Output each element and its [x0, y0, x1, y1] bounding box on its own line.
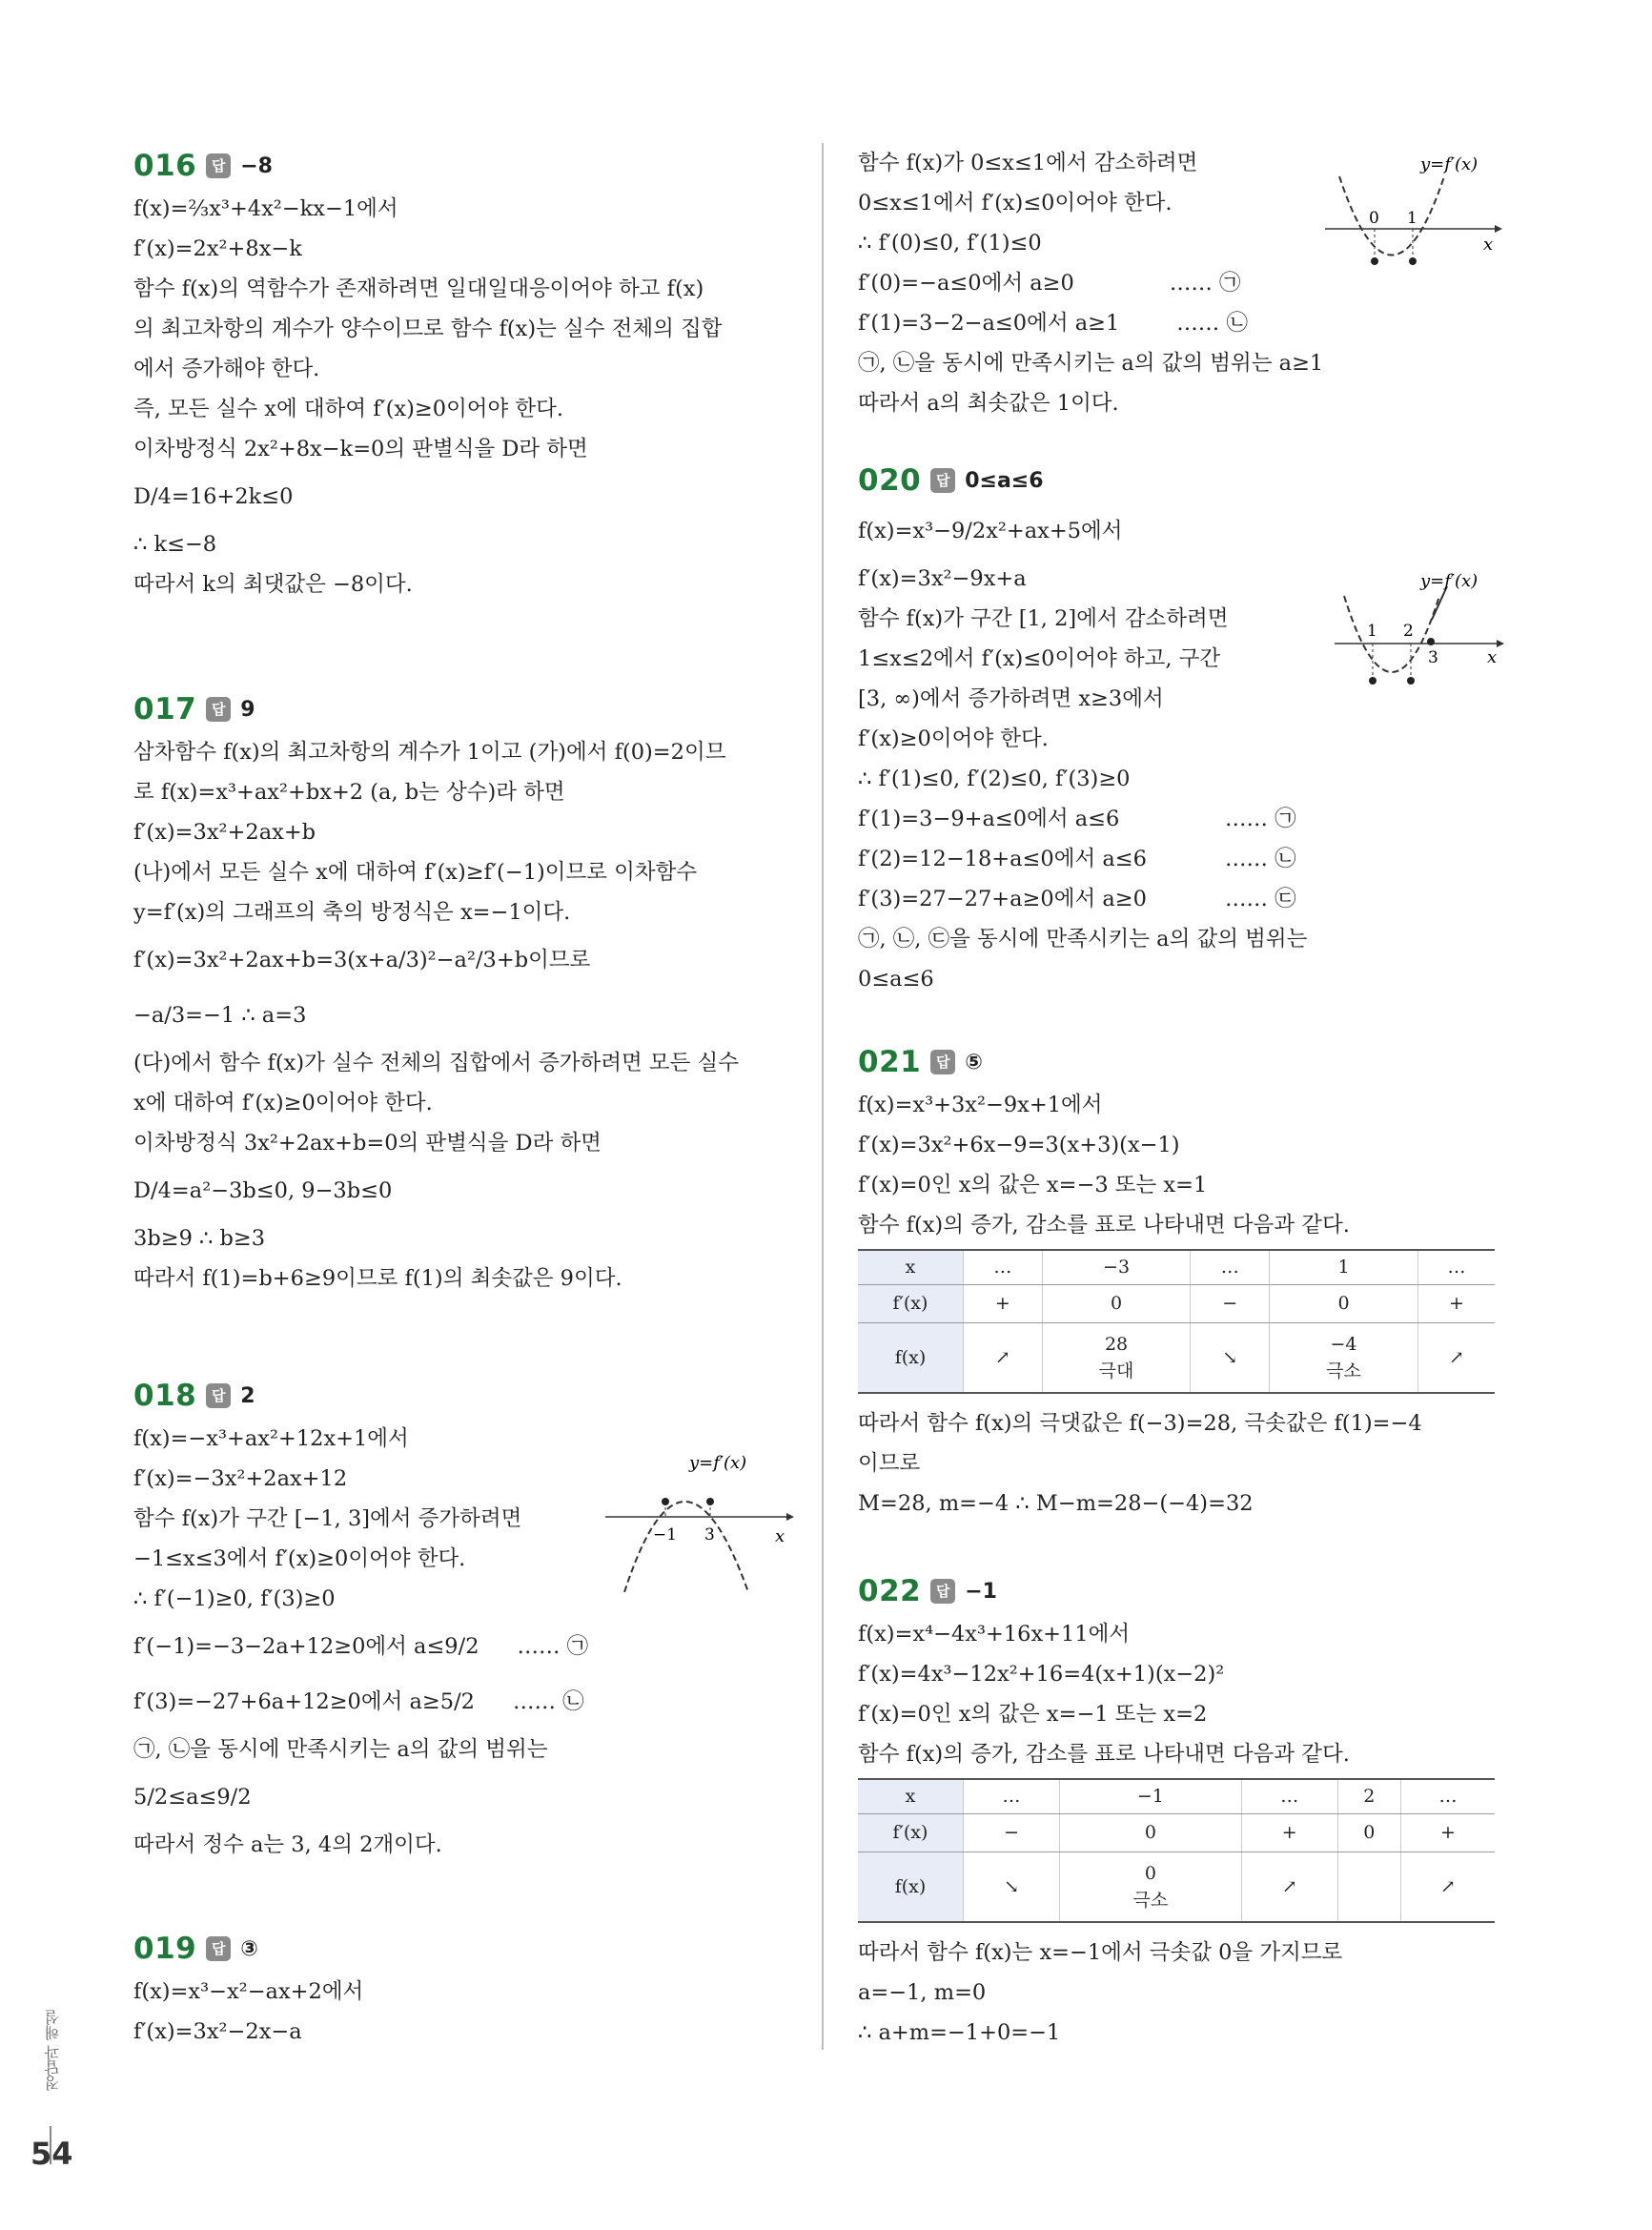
- condition-marker: …… ㉡: [1225, 847, 1296, 871]
- answer-tag: 답: [930, 1050, 955, 1074]
- solution-line: f′(x)=3x²+6x−9=3(x+3)(x−1): [858, 1133, 1180, 1157]
- table-cell: +: [964, 1284, 1043, 1322]
- table-cell: [1042, 1322, 1191, 1393]
- answer-tag: 답: [206, 1383, 231, 1408]
- line-text: f′(1)=3−9+a≤0에서 a≤6: [858, 807, 1120, 831]
- solution-line: f′(x)=3x²−2x−a: [133, 2019, 302, 2044]
- problem-header: [858, 458, 1506, 503]
- solution-line: −a/3=−1 ∴ a=3: [133, 1003, 307, 1028]
- table-cell: 0: [1270, 1284, 1418, 1322]
- line-text: f′(3)=27−27+a≥0에서 a≥0: [858, 887, 1147, 911]
- condition-marker: …… ㉠: [1225, 807, 1296, 831]
- solution-line: 삼차함수 f(x)의 최고차항의 계수가 1이고 (가)에서 f(0)=2이므: [133, 740, 726, 765]
- table-cell: ↗: [1400, 1852, 1495, 1922]
- solution-line: f′(x)=−3x²+2ax+12: [133, 1466, 348, 1491]
- table-header-cell: f′(x): [858, 1813, 964, 1852]
- table-header-cell: x: [858, 1779, 964, 1813]
- problem-header: [133, 143, 791, 189]
- solution-line: 0≤a≤6: [858, 967, 934, 992]
- derivative-graph-020: [1335, 567, 1506, 710]
- line-text: f′(−1)=−3−2a+12≥0에서 a≤9/2: [133, 1634, 479, 1659]
- solution-line: [858, 839, 1506, 879]
- table-cell: 0: [1337, 1813, 1400, 1852]
- solution-line: D/4=a²−3b≤0, 9−3b≤0: [133, 1178, 393, 1203]
- solution-line: f(x)=⅔x³+4x²−kx−1에서: [133, 196, 398, 221]
- solution-line: [133, 1619, 791, 1674]
- table-cell: 0: [1042, 1284, 1191, 1322]
- problem-017: [133, 686, 791, 1299]
- graph-label: y=f′(x): [1420, 571, 1479, 591]
- solution-line: 함수 f(x)의 증가, 감소를 표로 나타내면 다음과 같다.: [858, 1742, 1350, 1767]
- table-cell: [1337, 1852, 1400, 1922]
- table-cell: ↗: [1241, 1852, 1337, 1922]
- table-cell: [1270, 1322, 1418, 1393]
- problem-header: [858, 1568, 1506, 1614]
- solution-line: 따라서 k의 최댓값은 −8이다.: [133, 572, 413, 597]
- table-cell: −: [964, 1813, 1060, 1852]
- problem-020: [858, 458, 1506, 999]
- graph-axis-label: x: [1483, 235, 1494, 255]
- solution-line: f′(x)=0인 x의 값은 x=−3 또는 x=1: [858, 1173, 1208, 1197]
- solution-line: ㉠, ㉡을 동시에 만족시키는 a의 값의 범위는 a≥1: [858, 351, 1324, 376]
- problem-022: [858, 1568, 1506, 2045]
- solution-line: 이차방정식 3x²+2ax+b=0의 판별식을 D라 하면: [133, 1131, 602, 1156]
- table-cell: 0: [1060, 1813, 1242, 1852]
- graph-tick: −1: [653, 1525, 678, 1545]
- table-header-cell: f′(x): [858, 1284, 964, 1322]
- answer-tag: 답: [206, 1936, 231, 1961]
- problem-number: 020: [858, 463, 922, 498]
- problem-number: 022: [858, 1574, 922, 1608]
- conclusion: [858, 1403, 1506, 1524]
- column-divider: [822, 143, 824, 2050]
- answer-tag: 답: [206, 153, 231, 178]
- solution-line: 로 f(x)=x³+ax²+bx+2 (a, b는 상수)라 하면: [133, 780, 565, 805]
- condition-marker: …… ㉠: [1169, 271, 1241, 296]
- answer-value: 0≤a≤6: [965, 468, 1044, 493]
- table-cell: …: [964, 1250, 1043, 1284]
- solution-line: 따라서 f(1)=b+6≥9이므로 f(1)의 최솟값은 9이다.: [133, 1266, 622, 1291]
- graph-tick: 1: [1367, 622, 1377, 641]
- line-text: f′(3)=−27+6a+12≥0에서 a≥5/2: [133, 1689, 475, 1714]
- table-cell: ↗: [1417, 1322, 1495, 1393]
- solution-line: f′(x)≥0이어야 한다.: [858, 726, 1049, 751]
- table-cell: 1: [1270, 1250, 1418, 1284]
- problem-021: [858, 1039, 1506, 1516]
- line-text: f′(0)=−a≤0에서 a≥0: [858, 271, 1074, 296]
- solution-line: 5/2≤a≤9/2: [133, 1785, 252, 1810]
- solution-line: f′(x)=2x²+8x−k: [133, 236, 302, 261]
- solution-line: f′(x)=0인 x의 값은 x=−1 또는 x=2: [858, 1702, 1208, 1727]
- solution-line: D/4=16+2k≤0: [133, 484, 294, 509]
- table-cell: …: [1191, 1250, 1270, 1284]
- solution-line: f′(x)=3x²−9x+a: [858, 566, 1027, 591]
- solution-line: [133, 1674, 791, 1729]
- table-cell: −3: [1042, 1250, 1191, 1284]
- solution-line: f(x)=x³−9/2x²+ax+5에서: [858, 519, 1123, 543]
- solution-line: 이므로: [858, 1451, 921, 1476]
- problem-header: [858, 1039, 1506, 1085]
- graph-axis-label: x: [775, 1526, 785, 1546]
- solution-line: 함수 f(x)가 0≤x≤1에서 감소하려면: [858, 151, 1198, 175]
- section-side-label: 정답과 해설: [44, 2009, 62, 2091]
- solution-line: [858, 303, 1506, 343]
- problem-number: 021: [858, 1045, 922, 1079]
- table-cell: ↘: [964, 1852, 1060, 1922]
- solution-line: y=f′(x)의 그래프의 축의 방정식은 x=−1이다.: [133, 900, 571, 925]
- problem-header: [133, 1926, 791, 1972]
- solution-line: 따라서 정수 a는 3, 4의 2개이다.: [133, 1832, 442, 1857]
- problem-number: 018: [133, 1379, 197, 1413]
- solution-line: f′(x)=4x³−12x²+16=4(x+1)(x−2)²: [858, 1662, 1225, 1687]
- table-cell: 2: [1337, 1779, 1400, 1813]
- table-header-cell: f(x): [858, 1322, 964, 1393]
- solution-line: (나)에서 모든 실수 x에 대하여 f′(x)≥f′(−1)이므로 이차함수: [133, 860, 698, 885]
- solution-line: 0≤x≤1에서 f′(x)≤0이어야 한다.: [858, 191, 1173, 215]
- answer-value: 9: [240, 697, 255, 722]
- answer-value: −8: [240, 153, 273, 178]
- table-cell: …: [1400, 1779, 1495, 1813]
- graph-tick: 3: [704, 1525, 715, 1545]
- problem-016: [133, 143, 791, 604]
- solution-line: x에 대하여 f′(x)≥0이어야 한다.: [133, 1091, 433, 1115]
- graph-tick: 0: [1369, 209, 1379, 228]
- solution-line: 함수 f(x)가 구간 [−1, 3]에서 증가하려면: [133, 1506, 522, 1531]
- condition-marker: …… ㉡: [512, 1689, 584, 1714]
- problem-number: 016: [133, 149, 197, 183]
- solution-line: 함수 f(x)의 증가, 감소를 표로 나타내면 다음과 같다.: [858, 1213, 1350, 1238]
- graph-tick: 2: [1403, 622, 1414, 641]
- solution-line: ∴ f′(1)≤0, f′(2)≤0, f′(3)≥0: [858, 767, 1131, 791]
- table-cell: +: [1241, 1813, 1337, 1852]
- problem-header: [133, 686, 791, 732]
- graph-tick: 1: [1407, 209, 1417, 228]
- solution-line: f(x)=−x³+ax²+12x+1에서: [133, 1426, 409, 1451]
- graph-tick: 3: [1428, 648, 1438, 667]
- solution-line: M=28, m=−4 ∴ M−m=28−(−4)=32: [858, 1491, 1254, 1516]
- table-cell: ↘: [1191, 1322, 1270, 1393]
- table-header-cell: f(x): [858, 1852, 964, 1922]
- solution-line: −1≤x≤3에서 f′(x)≥0이어야 한다.: [133, 1546, 466, 1571]
- solution-line: ㉠, ㉡, ㉢을 동시에 만족시키는 a의 값의 범위는: [858, 927, 1308, 951]
- solution-line: ∴ k≤−8: [133, 532, 217, 557]
- table-cell: −: [1191, 1284, 1270, 1322]
- table-cell: +: [1417, 1284, 1495, 1322]
- problem-header: [133, 1373, 791, 1419]
- solution-line: 따라서 함수 f(x)의 극댓값은 f(−3)=28, 극솟값은 f(1)=−4: [858, 1411, 1422, 1436]
- problem-number: 019: [133, 1932, 197, 1966]
- solution-line: 따라서 함수 f(x)는 x=−1에서 극솟값 0을 가지므로: [858, 1940, 1343, 1965]
- problem-number: 017: [133, 692, 197, 726]
- increase-decrease-table-021: [858, 1249, 1495, 1394]
- table-header-cell: x: [858, 1250, 964, 1284]
- table-cell: …: [964, 1779, 1060, 1813]
- answer-value: 2: [240, 1383, 255, 1408]
- conclusion: [858, 1933, 1506, 2053]
- derivative-graph-018: [605, 1449, 796, 1592]
- solution-line: ∴ f′(0)≤0, f′(1)≤0: [858, 231, 1042, 256]
- solution-line: f(x)=x³−x²−ax+2에서: [133, 1979, 364, 2004]
- solution-line: [3, ∞)에서 증가하려면 x≥3에서: [858, 686, 1164, 711]
- solution-line: 함수 f(x)의 역함수가 존재하려면 일대일대응이어야 하고 f(x): [133, 276, 704, 301]
- table-cell: [1060, 1852, 1242, 1922]
- answer-value: ⑤: [965, 1050, 983, 1074]
- graph-label: y=f′(x): [1420, 154, 1479, 174]
- problem-019: [133, 1926, 791, 2052]
- problem-018: [133, 1373, 791, 1865]
- solution-line: [858, 879, 1506, 919]
- answer-tag: 답: [930, 468, 955, 493]
- solution-line: f(x)=x⁴−4x³+16x+11에서: [858, 1622, 1131, 1647]
- solution-line: 함수 f(x)가 구간 [1, 2]에서 감소하려면: [858, 606, 1229, 631]
- condition-marker: …… ㉡: [1176, 311, 1248, 336]
- solution-line: 즉, 모든 실수 x에 대하여 f′(x)≥0이어야 한다.: [133, 397, 564, 421]
- condition-marker: …… ㉢: [1225, 887, 1296, 911]
- answer-value: −1: [965, 1579, 997, 1604]
- solution-line: [858, 799, 1506, 839]
- table-cell: +: [1400, 1813, 1495, 1852]
- solution-line: f′(x)=3x²+2ax+b: [133, 820, 316, 845]
- solution-line: 1≤x≤2에서 f′(x)≤0이어야 하고, 구간: [858, 646, 1221, 671]
- table-cell: ↗: [964, 1322, 1043, 1393]
- answer-value: ③: [240, 1936, 258, 1961]
- solution-line: a=−1, m=0: [858, 1980, 987, 2005]
- line-text: f′(2)=12−18+a≤0에서 a≤6: [858, 847, 1147, 871]
- solution-line: 에서 증가해야 한다.: [133, 357, 320, 381]
- solution-line: ∴ a+m=−1+0=−1: [858, 2020, 1061, 2045]
- cell-label: 극소: [1326, 1360, 1361, 1381]
- solution-line: (다)에서 함수 f(x)가 실수 전체의 집합에서 증가하려면 모든 실수: [133, 1051, 739, 1075]
- cell-value: −4: [1330, 1333, 1357, 1355]
- derivative-graph-019: [1325, 143, 1506, 286]
- table-cell: …: [1241, 1779, 1337, 1813]
- line-text: f′(1)=3−2−a≤0에서 a≥1: [858, 311, 1120, 336]
- table-cell: …: [1417, 1250, 1495, 1284]
- solution-line: 의 최고차항의 계수가 양수이므로 함수 f(x)는 실수 전체의 집합: [133, 317, 723, 341]
- answer-tag: 답: [206, 697, 231, 722]
- cell-value: 0: [1144, 1862, 1156, 1884]
- solution-line: 따라서 a의 최솟값은 1이다.: [858, 391, 1119, 416]
- cell-label: 극소: [1132, 1889, 1169, 1911]
- solution-line: f′(x)=3x²+2ax+b=3(x+a/3)²−a²/3+b이므로: [133, 948, 591, 972]
- page-number: 54: [31, 2136, 73, 2172]
- problem-019-continued: [858, 143, 1506, 423]
- solution-line: 이차방정식 2x²+8x−k=0의 판별식을 D라 하면: [133, 437, 588, 461]
- cell-value: 28: [1104, 1333, 1129, 1355]
- solution-line: 3b≥9 ∴ b≥3: [133, 1226, 266, 1251]
- table-cell: −1: [1060, 1779, 1242, 1813]
- solution-line: ∴ f′(−1)≥0, f′(3)≥0: [133, 1586, 336, 1611]
- solution-line: f(x)=x³+3x²−9x+1에서: [858, 1093, 1103, 1117]
- answer-tag: 답: [930, 1579, 955, 1604]
- cell-label: 극대: [1098, 1360, 1134, 1381]
- condition-marker: …… ㉠: [517, 1634, 589, 1659]
- graph-label: y=f′(x): [689, 1453, 747, 1473]
- increase-decrease-table-022: [858, 1778, 1495, 1923]
- graph-axis-label: x: [1487, 647, 1498, 667]
- solution-line: ㉠, ㉡을 동시에 만족시키는 a의 값의 범위는: [133, 1737, 548, 1762]
